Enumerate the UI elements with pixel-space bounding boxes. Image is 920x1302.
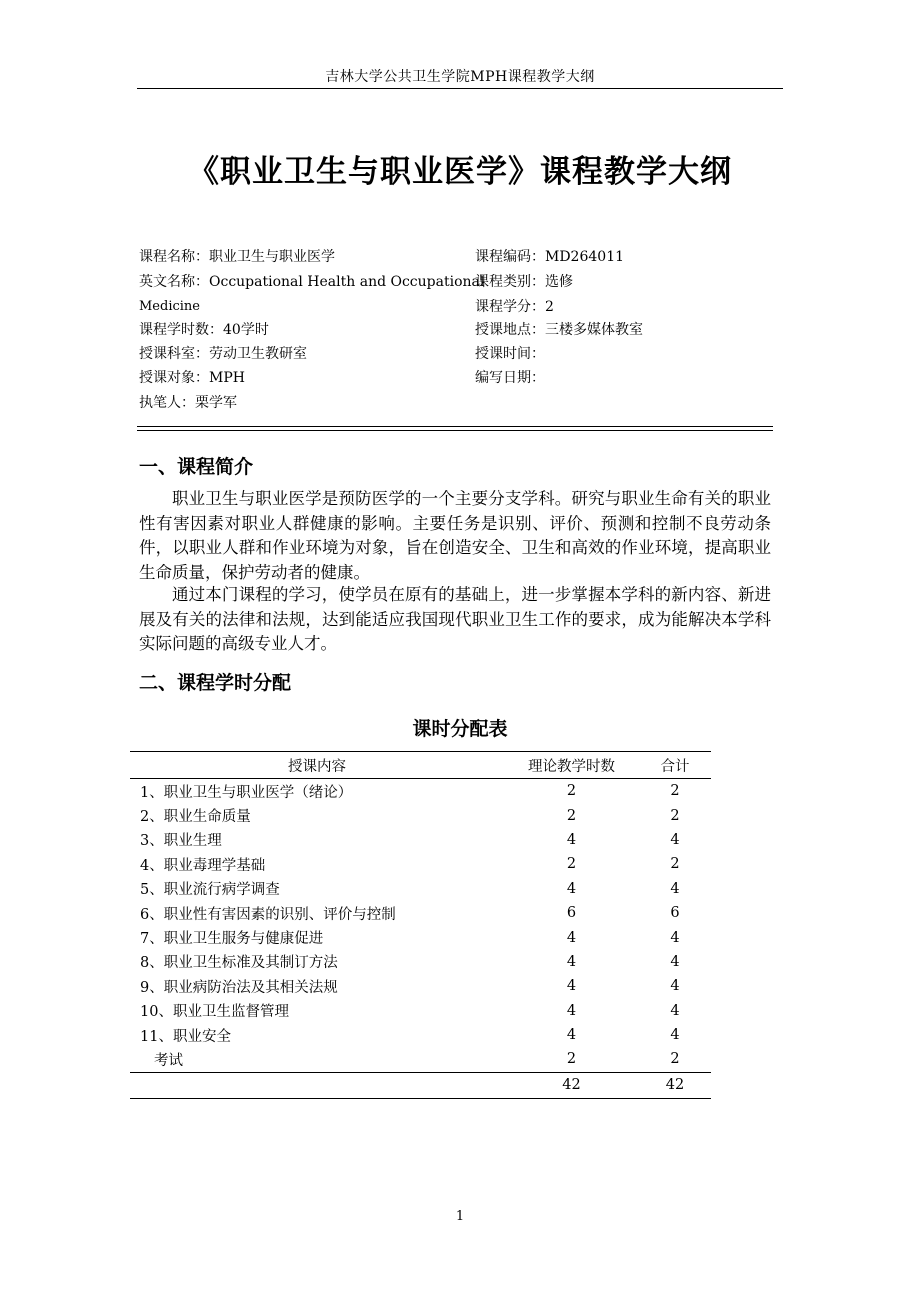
row-theory-hours: 4 [566, 929, 577, 946]
total-theory-hours: 42 [504, 1072, 639, 1098]
row-content: 7、职业卫生服务与健康促进 [140, 931, 324, 948]
header-theory-hours: 理论教学时数 [504, 752, 639, 779]
page-header: 吉林大学公共卫生学院MPH课程教学大纲 [325, 69, 595, 85]
info-credits: 课程学分：2 [475, 299, 554, 315]
table-row [130, 999, 711, 1023]
info-location: 授课地点：三楼多媒体教室 [475, 322, 643, 338]
row-content: 2、职业生命质量 [140, 809, 251, 826]
table-row [130, 803, 711, 827]
row-total: 2 [670, 807, 680, 824]
page-number: 1 [455, 1209, 465, 1224]
table-row [130, 828, 711, 852]
header-content: 授课内容 [130, 752, 504, 779]
row-content: 9、职业病防治法及其相关法规 [140, 979, 338, 996]
table-title: 课时分配表 [412, 718, 508, 740]
section-heading-hours: 二、课程学时分配 [139, 672, 292, 694]
row-theory-hours: 2 [566, 807, 577, 824]
info-time: 授课时间： [475, 346, 545, 362]
table-row [130, 1023, 711, 1047]
row-total: 4 [670, 831, 680, 848]
row-content: 4、职业毒理学基础 [140, 857, 266, 874]
section-heading-intro: 一、课程简介 [139, 456, 254, 478]
row-total: 2 [670, 1051, 680, 1068]
row-content: 3、职业生理 [140, 833, 222, 850]
document-title: 《职业卫生与职业医学》课程教学大纲 [188, 154, 732, 190]
table-header-row [130, 752, 711, 779]
info-category: 课程类别：选修 [475, 274, 573, 290]
row-total: 4 [670, 978, 680, 995]
row-total: 4 [670, 1027, 680, 1044]
row-content: 11、职业安全 [140, 1028, 231, 1045]
row-theory-hours: 4 [566, 1027, 577, 1044]
table-row [130, 925, 711, 949]
table-total-row [130, 1072, 711, 1098]
row-theory-hours: 4 [566, 953, 577, 970]
info-date: 编写日期： [475, 370, 545, 386]
row-theory-hours: 4 [566, 880, 577, 897]
row-content: 8、职业卫生标准及其制订方法 [140, 955, 338, 972]
info-english-name-cont: Medicine [139, 299, 200, 314]
row-theory-hours: 4 [566, 831, 577, 848]
table-row [130, 1047, 711, 1072]
row-content: 1、职业卫生与职业医学（绪论） [140, 784, 353, 801]
row-content: 10、职业卫生监督管理 [140, 1004, 289, 1021]
table-row [130, 950, 711, 974]
total-sum: 42 [639, 1072, 711, 1098]
info-course-code: 课程编码：MD264011 [475, 249, 625, 265]
table-row [130, 974, 711, 998]
info-department: 授课科室：劳动卫生教研室 [139, 346, 307, 362]
table-row [130, 852, 711, 876]
info-author: 执笔人：栗学军 [139, 395, 237, 411]
row-total: 6 [670, 905, 680, 922]
row-total: 2 [670, 856, 680, 873]
header-total: 合计 [639, 752, 711, 779]
intro-paragraph-2: 通过本门课程的学习，使学员在原有的基础上，进一步掌握本学科的新内容、新进展及有关的法律和法规，达到能适应我国现代职业卫生工作的要求，成为能解决本学科实际问题的高级专业人才。 [139, 585, 771, 654]
row-theory-hours: 2 [566, 1051, 577, 1068]
row-total: 4 [670, 929, 680, 946]
info-hours: 课程学时数：40学时 [139, 322, 269, 338]
row-content: 考试 [154, 1052, 183, 1069]
row-total: 4 [670, 953, 680, 970]
row-theory-hours: 4 [566, 978, 577, 995]
info-audience: 授课对象：MPH [139, 370, 245, 386]
table-row [130, 877, 711, 901]
double-divider [137, 426, 773, 431]
row-total: 2 [670, 783, 680, 800]
row-content: 5、职业流行病学调查 [140, 882, 280, 899]
row-theory-hours: 2 [566, 856, 577, 873]
row-theory-hours: 4 [566, 1002, 577, 1019]
header-rule [137, 88, 783, 89]
row-total: 4 [670, 880, 680, 897]
table-row [130, 779, 711, 804]
row-content: 6、职业性有害因素的识别、评价与控制 [140, 906, 396, 923]
intro-paragraph-1: 职业卫生与职业医学是预防医学的一个主要分支学科。研究与职业生命有关的职业性有害因素对职业人群健康的影响。主要任务是识别、评价、预测和控制不良劳动条件，以职业人群和作业环境为对象，旨在创造安全、卫生和高效的作业环境，提高职业生命质量，保护劳动者的健康。 [139, 489, 771, 582]
row-theory-hours: 2 [566, 783, 577, 800]
row-total: 4 [670, 1002, 680, 1019]
total-label [130, 1072, 504, 1098]
hours-allocation-table [130, 751, 711, 1099]
info-course-name: 课程名称：职业卫生与职业医学 [139, 249, 335, 265]
info-english-name: 英文名称：Occupational Health and Occupational [139, 274, 485, 290]
table-row [130, 901, 711, 925]
row-theory-hours: 6 [566, 905, 577, 922]
